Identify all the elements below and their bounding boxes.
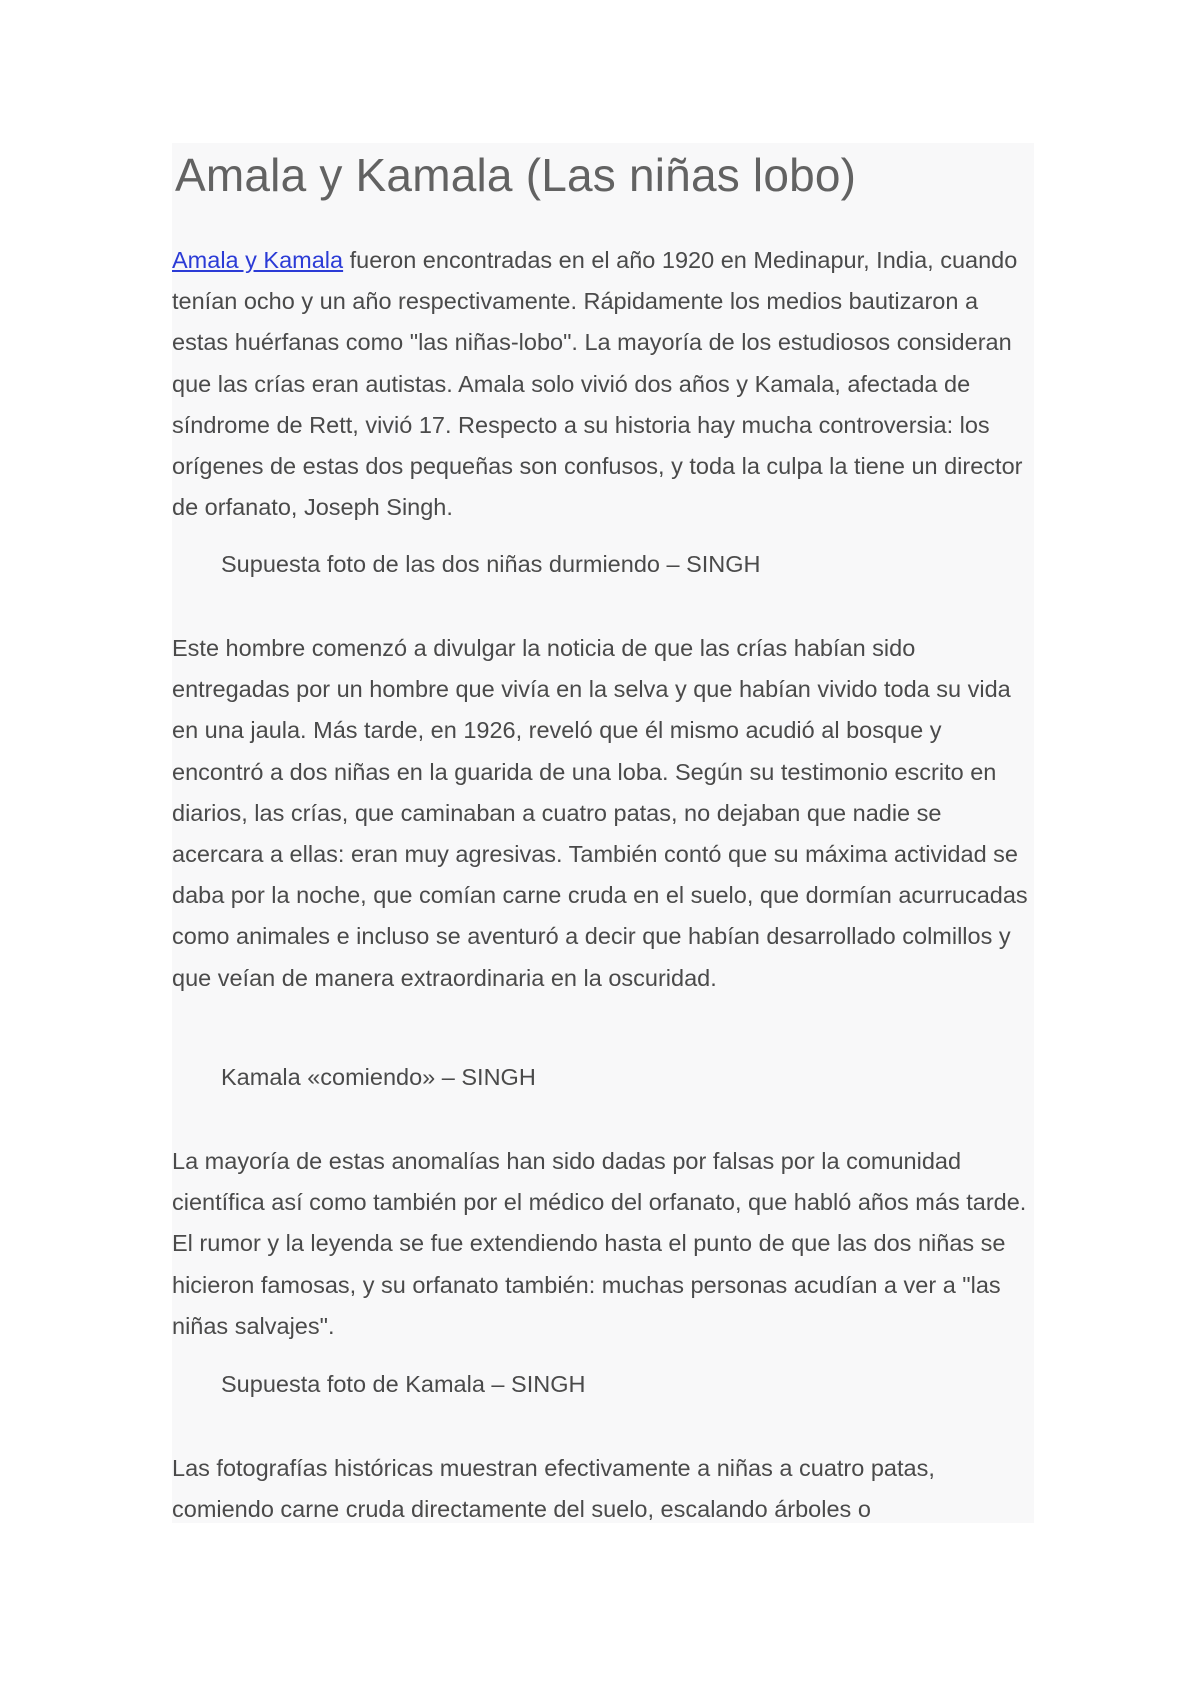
paragraph-anomalies: La mayoría de estas anomalías han sido dadas por falsas por la comunidad científica así como también por el médico del orfanato, que habló años más tarde. El rumor y la leyenda se fue extendiendo hasta el punto de que las dos niñas se hicieron famosas, y su orfanato también: muchas personas acudían a ver a "las niñas salvajes".: [172, 1148, 1027, 1339]
photo-caption-sleeping: Supuesta foto de las dos niñas durmiendo – SINGH: [221, 551, 761, 577]
paragraph-photographs: Las fotografías históricas muestran efectivamente a niñas a cuatro patas, comiendo carne cruda directamente del suelo, escalando árboles o: [172, 1455, 935, 1523]
photo-caption-kamala: Supuesta foto de Kamala – SINGH: [221, 1371, 586, 1397]
article-title: Amala y Kamala (Las niñas lobo): [175, 149, 857, 201]
paragraph-singh-testimony: Este hombre comenzó a divulgar la noticia de que las crías habían sido entregadas por un hombre que vivía en la selva y que habían vivido toda su vida en una jaula. Más tarde, en 1926, reveló que él mismo acudió al bosque y encontró a dos niñas en la guarida de una loba. Según su testimonio escrito en diarios, las crías, que caminaban a cuatro patas, no dejaban que nadie se acercara a ellas: eran muy agresivas. También contó que su máxima actividad se daba por la noche, que comían carne cruda en el suelo, que dormían acurrucadas como animales e incluso se aventuró a decir que habían desarrollado colmillos y que veían de manera extraordinaria en la oscuridad.: [172, 635, 1028, 991]
amala-kamala-link[interactable]: Amala y Kamala: [172, 247, 344, 273]
paragraph-intro: [172, 240, 1038, 528]
photo-caption-eating: Kamala «comiendo» – SINGH: [221, 1064, 536, 1090]
paragraph-intro-text: fueron encontradas en el año 1920 en Medinapur, India, cuando tenían ocho y un año respectivamente. Rápidamente los medios bautizaron a estas huérfanas como "las niñas-lobo". La mayoría de los estudiosos consideran que las crías eran autistas. Amala solo vivió dos años y Kamala, afectada de síndrome de Rett, vivió 17. Respecto a su historia hay mucha controversia: los orígenes de estas dos pequeñas son confusos, y toda la culpa la tiene un director de orfanato, Joseph Singh.: [172, 247, 1023, 521]
